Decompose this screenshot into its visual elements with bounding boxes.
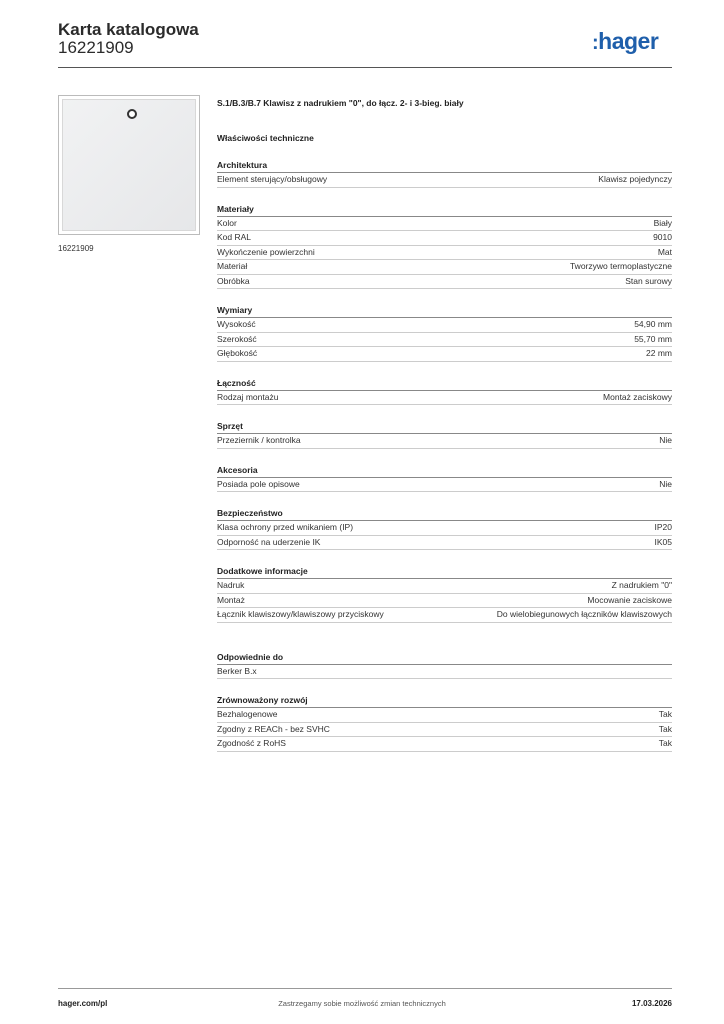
spec-group-heading: Łączność bbox=[217, 377, 672, 391]
product-title: S.1/B.3/B.7 Klawisz z nadrukiem "0", do łącz. 2- i 3-bieg. biały bbox=[217, 98, 464, 108]
spec-group-heading: Bezpieczeństwo bbox=[217, 507, 672, 521]
document-title: Karta katalogowa bbox=[58, 20, 199, 39]
spec-label: Wysokość bbox=[217, 319, 256, 329]
spec-value: 22 mm bbox=[646, 348, 672, 358]
spec-group bbox=[217, 377, 672, 406]
spec-label: Szerokość bbox=[217, 333, 257, 344]
spec-group bbox=[217, 420, 672, 449]
spec-row bbox=[217, 536, 672, 551]
image-caption: 16221909 bbox=[58, 244, 94, 253]
spec-group bbox=[217, 565, 672, 623]
spec-row bbox=[217, 723, 672, 738]
spec-group-heading: Dodatkowe informacje bbox=[217, 565, 672, 579]
spec-value: Tak bbox=[658, 738, 672, 748]
spec-value: 9010 bbox=[653, 232, 672, 242]
spec-group-heading: Architektura bbox=[217, 159, 672, 173]
footer-divider bbox=[58, 988, 672, 989]
spec-group-heading: Zrównoważony rozwój bbox=[217, 694, 672, 708]
spec-row bbox=[217, 608, 672, 623]
spec-value: Nie bbox=[659, 435, 672, 445]
spec-label: Wykończenie powierzchni bbox=[217, 246, 315, 257]
spec-value: Do wielobiegunowych łączników klawiszowych bbox=[496, 609, 672, 619]
spec-row bbox=[217, 737, 672, 752]
spec-row bbox=[217, 231, 672, 246]
spec-label: Obróbka bbox=[217, 275, 250, 286]
spec-group bbox=[217, 694, 672, 752]
spec-row bbox=[217, 318, 672, 333]
spec-group-heading: Sprzęt bbox=[217, 420, 672, 434]
logo-text: hager bbox=[598, 28, 659, 54]
spec-label: Przeziernik / kontrolka bbox=[217, 435, 301, 445]
spec-row bbox=[217, 708, 672, 723]
footer-website: hager.com/pl bbox=[58, 999, 108, 1008]
spec-row bbox=[217, 434, 672, 449]
spec-row bbox=[217, 217, 672, 232]
spec-label: Głębokość bbox=[217, 348, 258, 358]
spec-row bbox=[217, 391, 672, 406]
catalog-number: 16221909 bbox=[58, 38, 134, 57]
spec-row bbox=[217, 246, 672, 261]
technical-properties-heading: Właściwości techniczne bbox=[217, 133, 314, 143]
hager-logo: :hager bbox=[592, 28, 659, 54]
spec-group-heading: Odpowiednie do bbox=[217, 651, 672, 665]
switch-rocker-plate bbox=[62, 99, 196, 231]
spec-value: Mat bbox=[657, 246, 672, 257]
spec-row bbox=[217, 260, 672, 275]
spec-groups bbox=[217, 159, 672, 752]
footer-disclaimer: Zastrzegamy sobie możliwość zmian technicznych bbox=[278, 999, 446, 1008]
spec-value: Stan surowy bbox=[625, 275, 672, 286]
spec-value: Nie bbox=[659, 478, 672, 489]
spec-row bbox=[217, 579, 672, 594]
spec-value: IK05 bbox=[654, 536, 672, 547]
spec-group bbox=[217, 507, 672, 550]
spec-row bbox=[217, 173, 672, 188]
spec-label: Rodzaj montażu bbox=[217, 391, 279, 402]
spec-label: Bezhalogenowe bbox=[217, 709, 278, 719]
footer-date: 17.03.2026 bbox=[631, 999, 672, 1008]
spec-value: Biały bbox=[653, 217, 672, 228]
spec-label: Kod RAL bbox=[217, 232, 252, 242]
product-image bbox=[58, 95, 200, 235]
spec-row bbox=[217, 478, 672, 493]
spec-label: Montaż bbox=[217, 594, 245, 605]
spec-group-heading: Wymiary bbox=[217, 304, 672, 318]
spec-label: Kolor bbox=[217, 217, 237, 228]
spec-label: Nadruk bbox=[217, 580, 245, 590]
header-divider bbox=[58, 67, 672, 68]
spec-value: 54,90 mm bbox=[634, 319, 672, 329]
spec-label: Łącznik klawiszowy/klawiszowy przyciskowy bbox=[217, 609, 384, 619]
zero-print-marking bbox=[127, 109, 137, 119]
spec-group bbox=[217, 304, 672, 362]
spec-value: 55,70 mm bbox=[634, 333, 672, 344]
spec-content bbox=[217, 96, 672, 752]
spec-row bbox=[217, 594, 672, 609]
spec-value: Klawisz pojedynczy bbox=[598, 174, 672, 184]
spec-label: Element sterujący/obsługowy bbox=[217, 174, 328, 184]
spec-value: Mocowanie zaciskowe bbox=[587, 594, 672, 605]
spec-row bbox=[217, 333, 672, 348]
spec-label: Klasa ochrony przed wnikaniem (IP) bbox=[217, 522, 354, 532]
spec-label: Berker B.x bbox=[217, 665, 257, 676]
spec-row bbox=[217, 275, 672, 290]
spec-value: Montaż zaciskowy bbox=[603, 391, 672, 402]
spec-value: Tak bbox=[658, 709, 672, 719]
spec-value: Tworzywo termoplastyczne bbox=[569, 261, 672, 271]
spec-row bbox=[217, 347, 672, 362]
spec-value: Z nadrukiem "0" bbox=[611, 580, 672, 590]
spec-group bbox=[217, 159, 672, 188]
spec-group-heading: Akcesoria bbox=[217, 464, 672, 478]
spec-label: Zgodność z RoHS bbox=[217, 738, 286, 748]
spec-group bbox=[217, 203, 672, 290]
spec-label: Materiał bbox=[217, 261, 248, 271]
spec-value: Tak bbox=[658, 723, 672, 734]
spec-value: IP20 bbox=[654, 522, 672, 532]
spec-group bbox=[217, 464, 672, 493]
spec-row bbox=[217, 665, 672, 680]
spec-label: Zgodny z REACh - bez SVHC bbox=[217, 723, 330, 734]
spec-group bbox=[217, 651, 672, 680]
spec-label: Odporność na uderzenie IK bbox=[217, 536, 321, 547]
spec-group-heading: Materiały bbox=[217, 203, 672, 217]
spec-label: Posiada pole opisowe bbox=[217, 478, 300, 489]
spec-row bbox=[217, 521, 672, 536]
